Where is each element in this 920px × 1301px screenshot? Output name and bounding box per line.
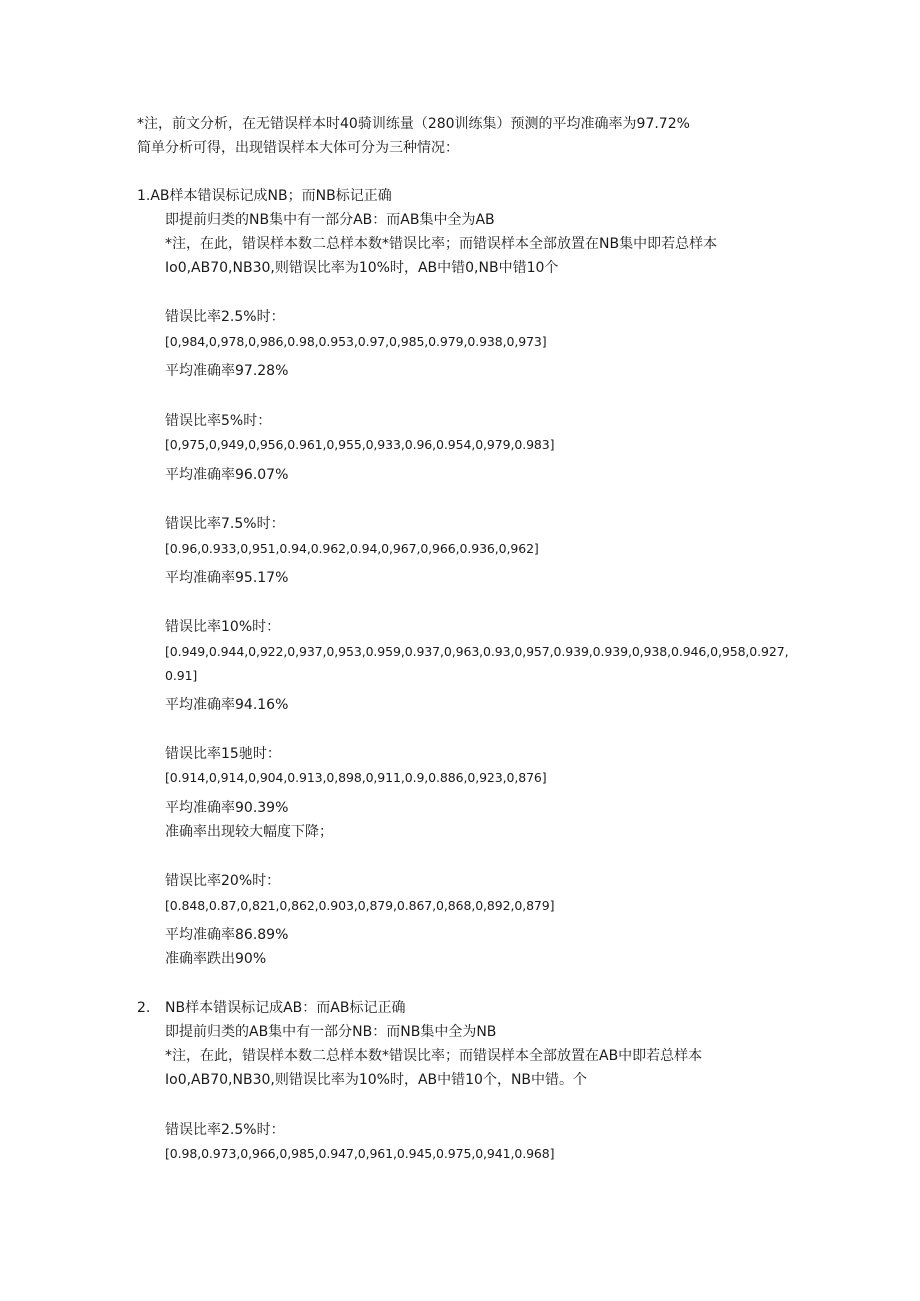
- case2-description: 即提前归类的AB集中有一部分NB：而NB集中全为NB: [165, 1024, 497, 1040]
- average-accuracy: 平均准确率90.39%: [165, 800, 289, 816]
- accuracy-list: [0,984,0,978,0,986,0.98,0.953,0.97,0,985,0.979,0.938,0,973]: [165, 334, 547, 349]
- case2-number: 2.: [137, 1000, 151, 1016]
- accuracy-list: [0.848,0.87,0,821,0,862,0.903,0,879,0.867,0,868,0,892,0,879]: [165, 898, 555, 913]
- accuracy-list: [0,975,0,949,0,956,0.961,0,955,0,933,0.96,0.954,0,979,0.983]: [165, 437, 555, 452]
- error-rate-label: 错误比率20%时：: [165, 873, 281, 889]
- error-rate-label: 错误比率2.5%时：: [165, 309, 285, 325]
- case1-note-line1: *注，在此，错误样本数二总样本数*错误比率；而错误样本全部放置在NB集中即若总样本: [165, 236, 718, 252]
- error-rate-label: 错误比率10%时：: [165, 619, 281, 635]
- average-accuracy: 平均准确率86.89%: [165, 927, 289, 943]
- accuracy-list: [0.96,0.933,0,951,0.94,0.962,0.94,0,967,0,966,0.936,0,962]: [165, 541, 539, 556]
- case1-description: 即提前归类的NB集中有一部分AB：而AB集中全为AB: [165, 212, 495, 228]
- case2-note-line1: *注，在此，错误样本数二总样本数*错误比率；而错误样本全部放置在AB中即若总样本: [165, 1048, 703, 1064]
- case1-title: 1.AB样本错误标记成NB；而NB标记正确: [137, 188, 392, 204]
- intro-summary: 简单分析可得，出现错误样本大体可分为三种情况：: [137, 140, 459, 156]
- error-rate-label: 错误比率7.5%时：: [165, 516, 285, 532]
- accuracy-list: [0.949,0.944,0,922,0,937,0,953,0.959,0.937,0,963,0.93,0,957,0.939,0.939,0,938,0.946,0,958,0.927,: [165, 644, 789, 659]
- case2-title: NB样本错误标记成AB：而AB标记正确: [165, 1000, 406, 1016]
- accuracy-list-continued: 0.91]: [165, 668, 198, 683]
- observation-note: 准确率跌出90%: [165, 951, 267, 967]
- average-accuracy: 平均准确率96.07%: [165, 467, 289, 483]
- average-accuracy: 平均准确率94.16%: [165, 697, 289, 713]
- accuracy-list: [0.98,0.973,0,966,0,985,0.947,0,961,0.945,0.975,0,941,0.968]: [165, 1146, 555, 1161]
- intro-note: *注，前文分析，在无错误样本时40骑训练量（280训练集）预测的平均准确率为97.72%: [137, 116, 690, 132]
- error-rate-label: 错误比率2.5%时：: [165, 1122, 285, 1138]
- observation-note: 准确率出现较大幅度下降；: [165, 824, 333, 840]
- error-rate-label: 错误比率15驰时：: [165, 746, 281, 762]
- case2-note-line2: Io0,AB70,NB30,则错误比率为10%时，AB中错10个，NB中错。个: [165, 1072, 588, 1088]
- error-rate-label: 错误比率5%时：: [165, 413, 272, 429]
- case1-note-line2: Io0,AB70,NB30,则错误比率为10%时，AB中错0,NB中错10个: [165, 260, 559, 276]
- accuracy-list: [0.914,0,914,0,904,0.913,0,898,0,911,0.9,0.886,0,923,0,876]: [165, 770, 547, 785]
- average-accuracy: 平均准确率97.28%: [165, 363, 289, 379]
- average-accuracy: 平均准确率95.17%: [165, 570, 289, 586]
